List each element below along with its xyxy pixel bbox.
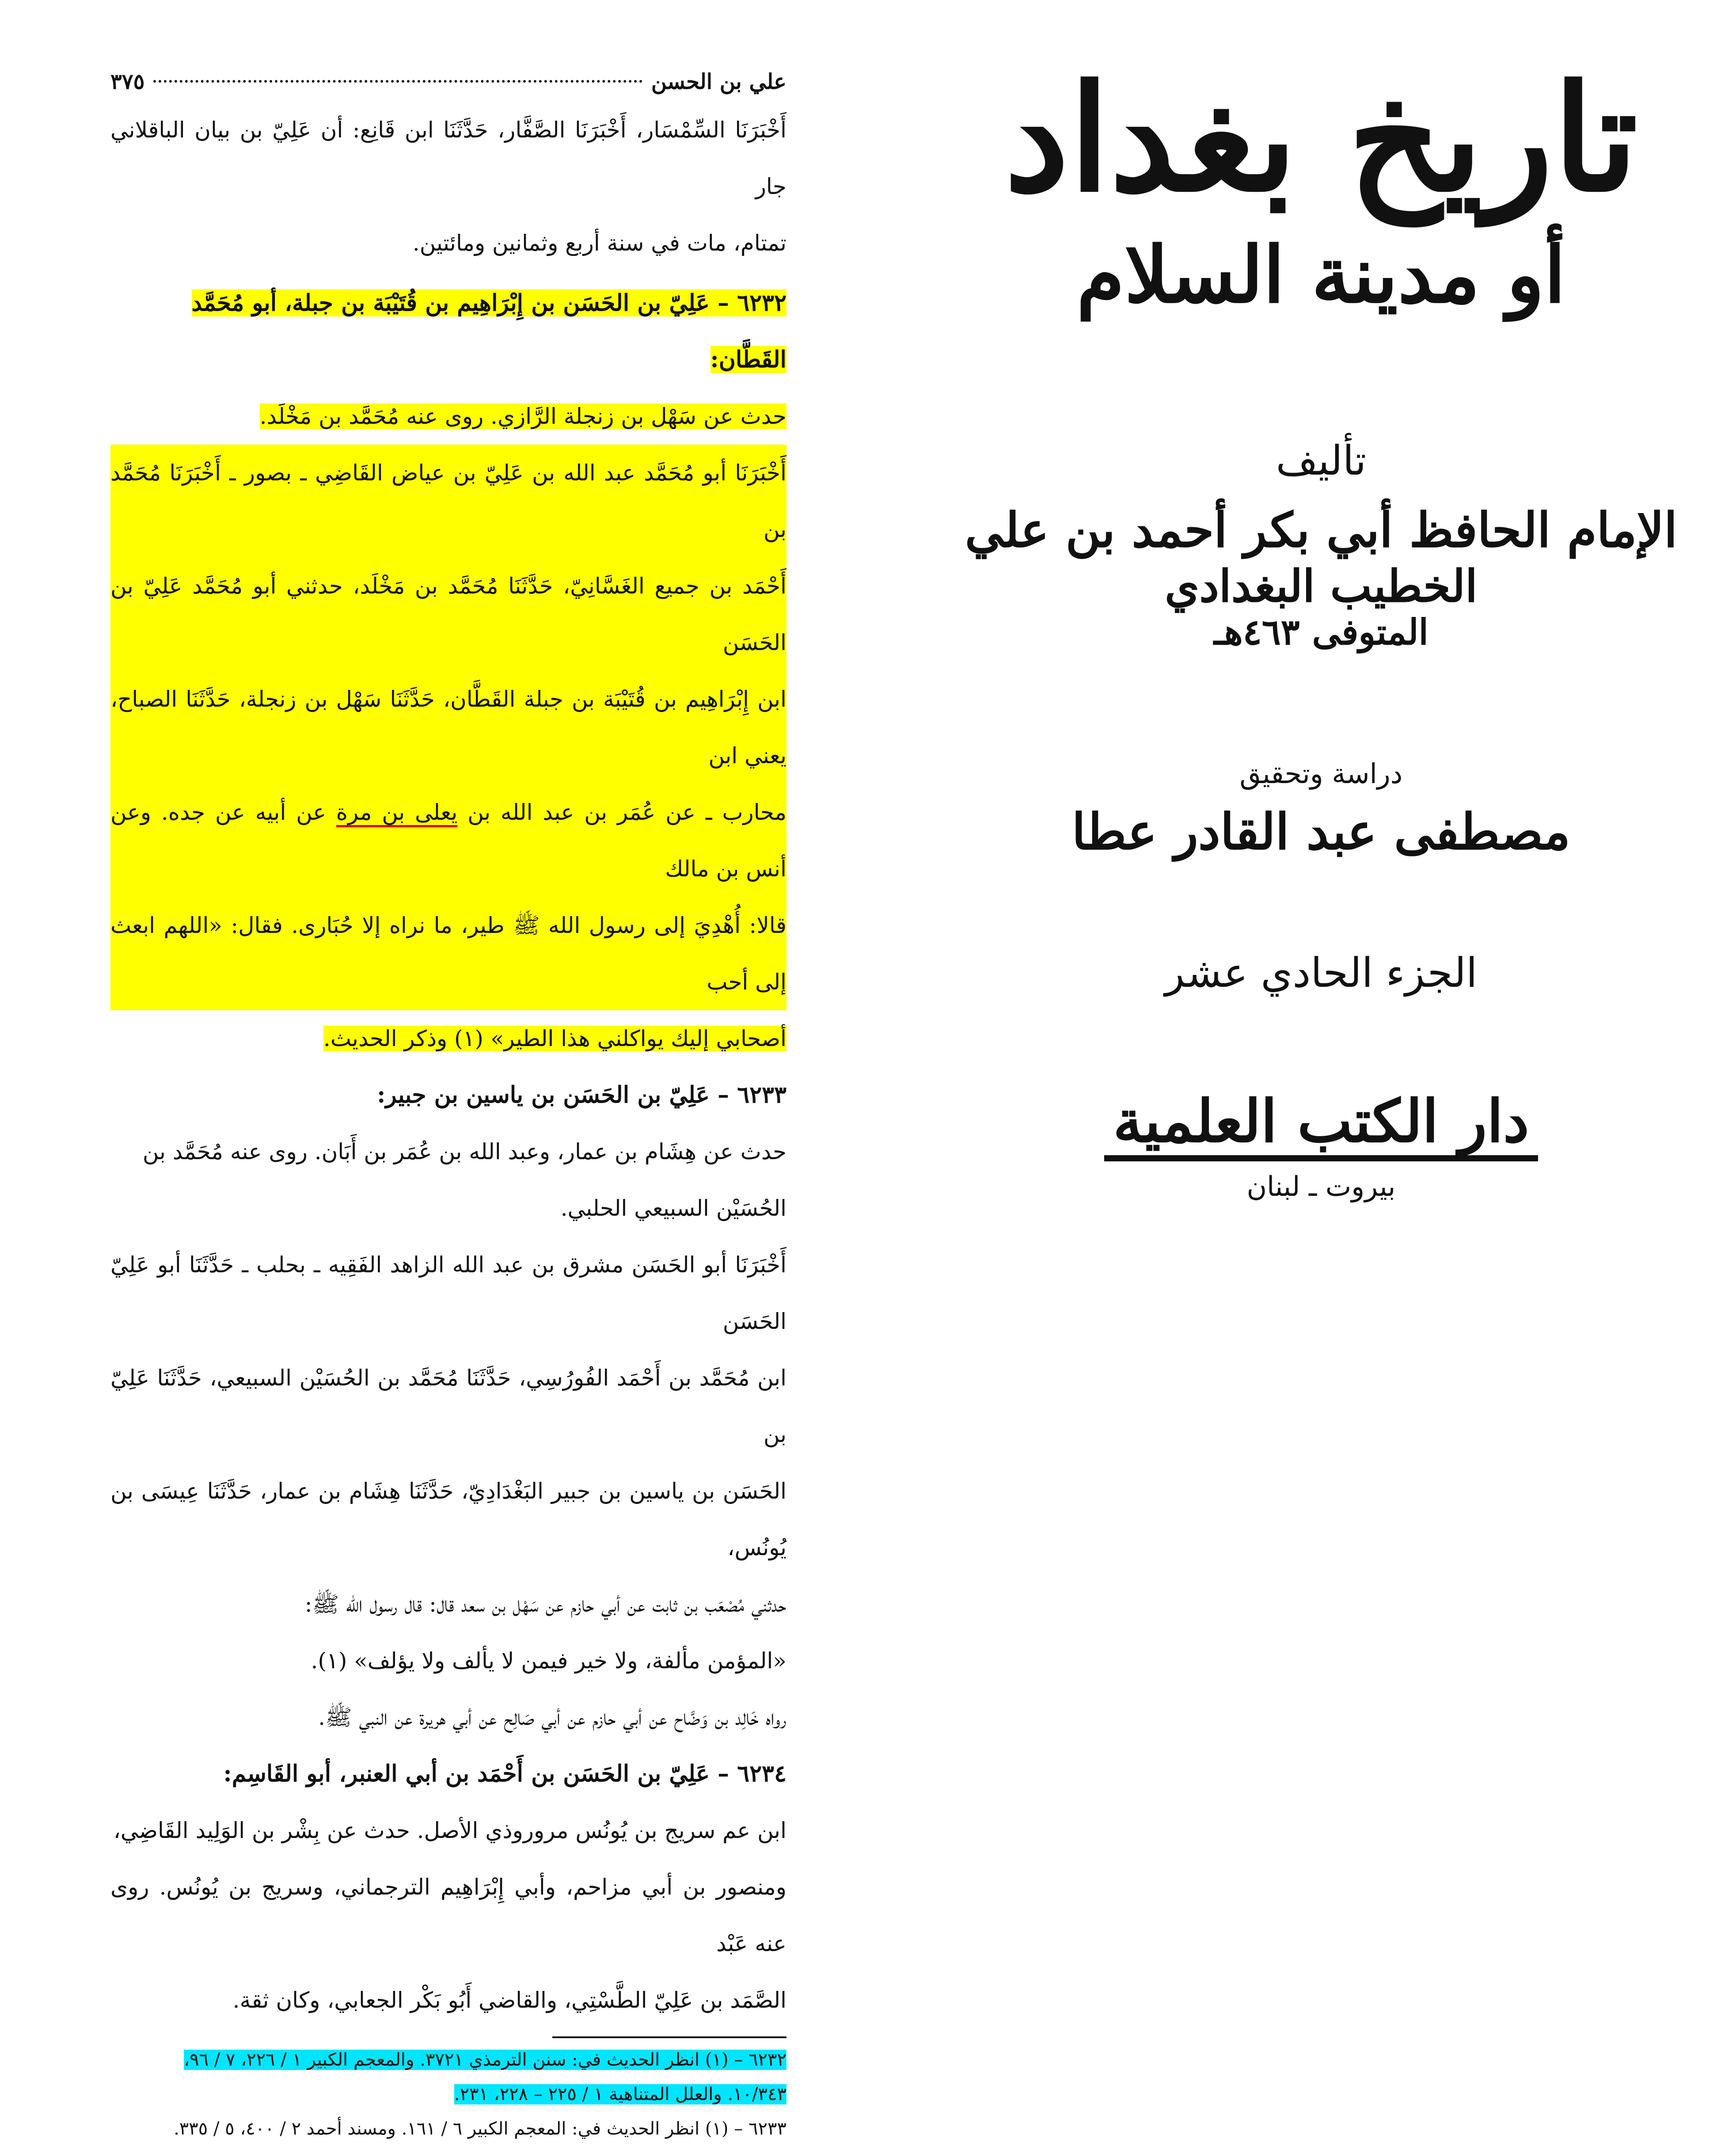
text-line: ومنصور بن أبي مزاحم، وأبي إِبْرَاهِيم الترجماني، وسريج بن يُونُس. روى عنه عَبْد bbox=[110, 1874, 786, 1956]
footnote-separator bbox=[552, 2036, 786, 2038]
page-header bbox=[110, 62, 786, 102]
entry-heading: ٦٢٣٣ – عَلِيّ بن الحَسَن بن ياسين بن جبير: bbox=[377, 1081, 786, 1108]
page-number: ٣٧٥ bbox=[110, 69, 145, 94]
editor-name: مصطفى عبد القادر عطا bbox=[1071, 803, 1571, 861]
prev-entry-tail bbox=[110, 102, 786, 271]
text-line: الحُسَيْن السبيعي الحلبي. bbox=[560, 1195, 786, 1221]
publisher-place: بيروت ـ لبنان bbox=[1246, 1170, 1396, 1202]
book-subtitle: أو مدينة السلام bbox=[1076, 229, 1566, 320]
text-line: محارب ـ عن عُمَر بن عبد الله بن يعلى بن مرة عن أبيه عن جده. وعن أنس بن مالك bbox=[110, 784, 786, 897]
running-title: علي بن الحسن bbox=[651, 69, 786, 94]
entry-heading: ٦٢٣٤ – عَلِيّ بن الحَسَن بن أَحْمَد بن أبي العنبر، أبو القَاسِم: bbox=[223, 1760, 786, 1787]
entry-6234 bbox=[110, 1746, 786, 2028]
entry-6233 bbox=[110, 1067, 786, 1746]
book-title-page bbox=[963, 53, 1679, 1211]
text-line: ابن مُحَمَّد بن أَحْمَد الفُورُسِي، حَدَّثَنَا مُحَمَّد بن الحُسَيْن السبيعي، حَدَّثَنَا عَلِيّ بن bbox=[110, 1365, 786, 1447]
text-line: أَخْبَرَنَا أبو مُحَمَّد عبد الله بن عَلِيّ بن عياض القَاضِي ـ بصور ـ أَخْبَرَنَا مُحَمَّد بن bbox=[110, 445, 786, 558]
text-line: أَحْمَد بن جميع الغَسَّانِيّ، حَدَّثَنَا مُحَمَّد بن مَخْلَد، حدثني أبو مُحَمَّد عَلِيّ بن الحَسَن bbox=[110, 558, 786, 671]
text-line: قالا: أُهْدِيَ إلى رسول الله ﷺ طير، ما نراه إلا حُبَارى. فقال: «اللهم ابعث إلى أحب bbox=[110, 897, 786, 1010]
text-line: الصَّمَد بن عَلِيّ الطَّسْتِي، والقاضي أَبُو بَكْر الجعابي، وكان ثقة. bbox=[232, 1987, 786, 2013]
publisher-name: دار الكتب العلمية bbox=[1104, 1089, 1538, 1161]
text-line: ابن إِبْرَاهِيم بن قُتَيْبَة بن جبلة القَطَّان، حَدَّثَنَا سَهْل بن زنجلة، حَدَّثَنَا الصباح، يعني ابن bbox=[110, 671, 786, 784]
underlined-narrator: يعلى بن مرة bbox=[336, 799, 458, 825]
author-death-date: المتوفى ٤٦٣هـ bbox=[1214, 611, 1428, 653]
header-dot-leader bbox=[153, 80, 642, 83]
text-line: حدث عن هِشَام بن عمار، وعبد الله بن عُمَر بن أَبَان. روى عنه مُحَمَّد بن bbox=[142, 1139, 786, 1164]
text-line: «المؤمن مألفة، ولا خير فيمن لا يألف ولا يؤلف» (١). bbox=[311, 1648, 786, 1674]
author-nisba: الخطيب البغدادي bbox=[1165, 559, 1478, 612]
text-line: الحَسَن بن ياسين بن جبير البَغْدَادِيّ، حَدَّثَنَا هِشَام بن عمار، حَدَّثَنَا عِيسَى بن يُونُس، bbox=[110, 1478, 786, 1560]
text-line: أَخْبَرَنَا أبو الحَسَن مشرق بن عبد الله الزاهد الفَقِيه ـ بحلب ـ حَدَّثَنَا أبو عَلِيّ الحَسَن bbox=[110, 1252, 786, 1334]
text-line: رواه خَالِد بن وَضَّاح عن أبي حازم عن أبي صَالِح عن أبي هريرة عن النبي ﷺ. bbox=[318, 1705, 786, 1730]
author-label: تأليف bbox=[1276, 437, 1367, 484]
volume-label: الجزء الحادي عشر bbox=[1165, 949, 1478, 997]
book-text-page bbox=[110, 62, 786, 2139]
text-line: حدثني مُصْعَب بن ثابت عن أبي حازم عن سَهْل بن سعد قال: قال رسول الله ﷺ: bbox=[304, 1591, 786, 1617]
footnote-6233: ٦٢٣٣ – (١) انظر الحديث في: المعجم الكبير ٦ / ١٦١. ومسند أحمد ٢ / ٤٠٠، ٥ / ٣٣٥. bbox=[174, 2119, 786, 2139]
text-line: أَخْبَرَنَا السِّمْسَار، أَخْبَرَنَا الصَّفَّار، حَدَّثَنَا ابن قَانِع: أن عَلِيّ بن بيان الباقلاني جار bbox=[110, 117, 786, 199]
text-line: ابن عم سريج بن يُونُس مروروذي الأصل. حدث عن بِشْر بن الوَلِيد القَاضِي، bbox=[113, 1818, 786, 1843]
book-title: تاريخ بغداد bbox=[1004, 53, 1638, 224]
study-label: دراسة وتحقيق bbox=[1239, 757, 1403, 790]
text-line: تمتام، مات في سنة أربع وثمانين ومائتين. bbox=[412, 230, 786, 256]
author-name: الإمام الحافظ أبي بكر أحمد بن علي bbox=[965, 502, 1678, 558]
footnotes bbox=[110, 2043, 786, 2146]
text-line: حدث عن سَهْل بن زنجلة الرَّازي. روى عنه مُحَمَّد بن مَخْلَد. bbox=[259, 403, 786, 429]
entry-6232 bbox=[110, 275, 786, 1067]
text-line: أصحابي إليك يواكلني هذا الطير» (١) وذكر الحديث. bbox=[323, 1026, 786, 1051]
footnote-6232: ٦٢٣٢ – (١) انظر الحديث في: سنن الترمذي ٣٧٢١. والمعجم الكبير ١ / ٢٢٦، ٧ / ٩٦، ١٠/٣٤٣. والعلل المتناهية ١ / ٢٢٥ – ٢٢٨، ٢٣١. bbox=[184, 2050, 786, 2104]
entry-heading: ٦٢٣٢ – عَلِيّ بن الحَسَن بن إِبْرَاهِيم بن قُتَيْبَة بن جبلة، أبو مُحَمَّد القَطَّان: bbox=[191, 289, 786, 373]
